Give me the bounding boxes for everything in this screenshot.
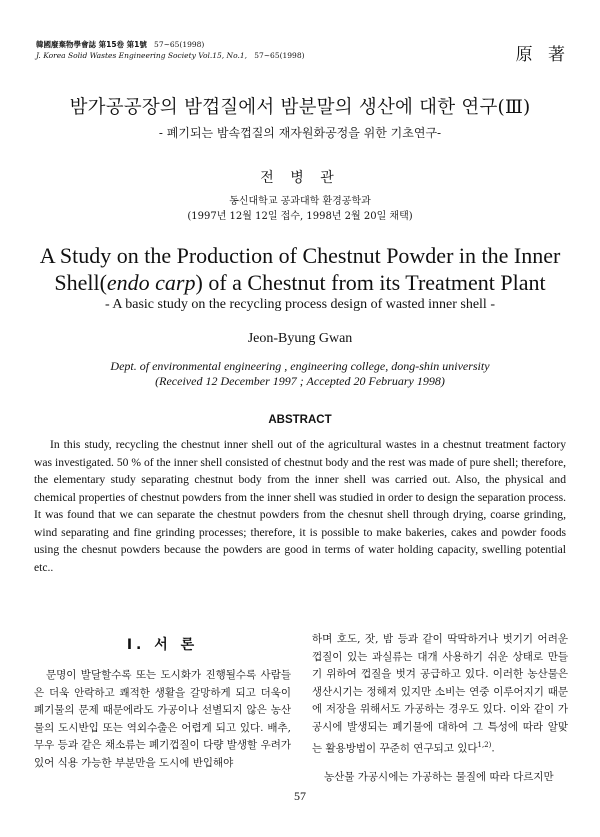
english-title — [0, 242, 600, 296]
journal-name-english: J. Korea Solid Wastes Engineering Society Vol.15, No.1, — [36, 51, 248, 60]
title-italic-term: endo carp — [106, 270, 196, 295]
english-author: Jeon-Byung Gwan — [247, 331, 353, 346]
section-heading-introduction: Ⅰ. 서 론 — [126, 637, 199, 653]
title-part-a: Shell( — [54, 270, 107, 295]
english-title-line1: A Study on the Production of Chestnut Powder in the Inner — [39, 243, 561, 268]
body-right-column-para2: 농산물 가공시에는 가공하는 물질에 따라 다르지만 — [324, 771, 554, 783]
abstract-heading: ABSTRACT — [268, 414, 332, 426]
body-right-column-para1 — [312, 631, 568, 758]
title-part-b: ) of a Chestnut from its Treatment Plant — [195, 270, 546, 295]
journal-header-english — [36, 51, 305, 61]
journal-pages-korean: 57~65(1998) — [154, 40, 205, 49]
citation-ref: 1,2) — [477, 740, 492, 749]
english-affiliation-block — [0, 359, 600, 389]
korean-author: 전 병 관 — [260, 170, 340, 186]
english-dates: (Received 12 December 1997 ; Accepted 20 February 1998) — [155, 374, 445, 388]
journal-header-korean — [36, 40, 204, 50]
abstract-text: In this study, recycling the chestnut inner shell out of the agricultural wastes in a chestnut treatment factory was investigated. 50 % of the inner shell consisted of chestnut body and the rest was made of pure shell; therefore, the elementary study separating chestnut body from the inner shell was carried out. Also, the physical and chemical properties of chestnut powders from the inner shell was studied in order to design the separation process. It was found that we can separate the chestnut powders from the chesnut shell through drying, coarse grinding, wind separating and fine grinding processes; therefore, it is possible to make bakeries, cakes and powder foods using the chesnut powders because the powders are good in terms of water holding capacity, swelling potential etc.. — [34, 438, 566, 574]
right-para1-end: . — [491, 742, 495, 755]
korean-title: 밤가공공장의 밤껍질에서 밤분말의 생산에 대한 연구(Ⅲ) — [69, 97, 531, 118]
korean-affiliation: 동신대학교 공과대학 환경공학과 — [229, 196, 371, 207]
english-affiliation: Dept. of environmental engineering , engineering college, dong-shin university — [110, 359, 490, 373]
korean-dates: (1997년 12월 12일 접수, 1998년 2월 20일 채택) — [187, 211, 413, 222]
right-para1-text: 하며 호도, 잣, 밤 등과 같이 딱딱하거나 벗기기 어려운 껍질이 있는 과실류는 대개 사용하기 쉬운 상태로 만들기 위하여 껍질을 벗겨 공급하고 있다. 이러한 농산물은 생산시기는 정해져 있지만 소비는 연중 이루어지기 때문에 저장을 위해서도 가공하는 경우도 있다. 이와 같이 가공시에 발생되는 폐기물에 대하여 그 특성에 따라 알맞는 활용방법이 꾸준히 연구되고 있다 — [312, 633, 568, 755]
korean-subtitle: - 폐기되는 밤속껍질의 재자원화공정을 위한 기초연구- — [158, 126, 442, 140]
english-subtitle: - A basic study on the recycling process design of wasted inner shell - — [105, 297, 495, 312]
journal-name-korean: 韓國廢棄物學會誌 第15卷 第1號 — [36, 40, 147, 49]
original-article-badge: 原 著 — [515, 45, 570, 65]
page-number: 57 — [294, 789, 306, 803]
journal-pages-english: 57~65(1998) — [254, 51, 305, 60]
english-title-line2 — [0, 269, 600, 296]
body-left-column: 문명이 발달할수록 또는 도시화가 진행될수록 사람들은 더욱 안락하고 쾌적한 생활을 갈망하게 되고 더욱이 폐기물의 문제 때문에라도 가공이나 선별되지 않은 농산물의 도시반입 또는 역외수출은 어렵게 되고 있다. 배추, 무우 등과 같은 채소류는 폐기껍질이 다량 발생할 우려가 있어 식용 가능한 부분만을 도시에 반입해야 — [34, 669, 291, 769]
